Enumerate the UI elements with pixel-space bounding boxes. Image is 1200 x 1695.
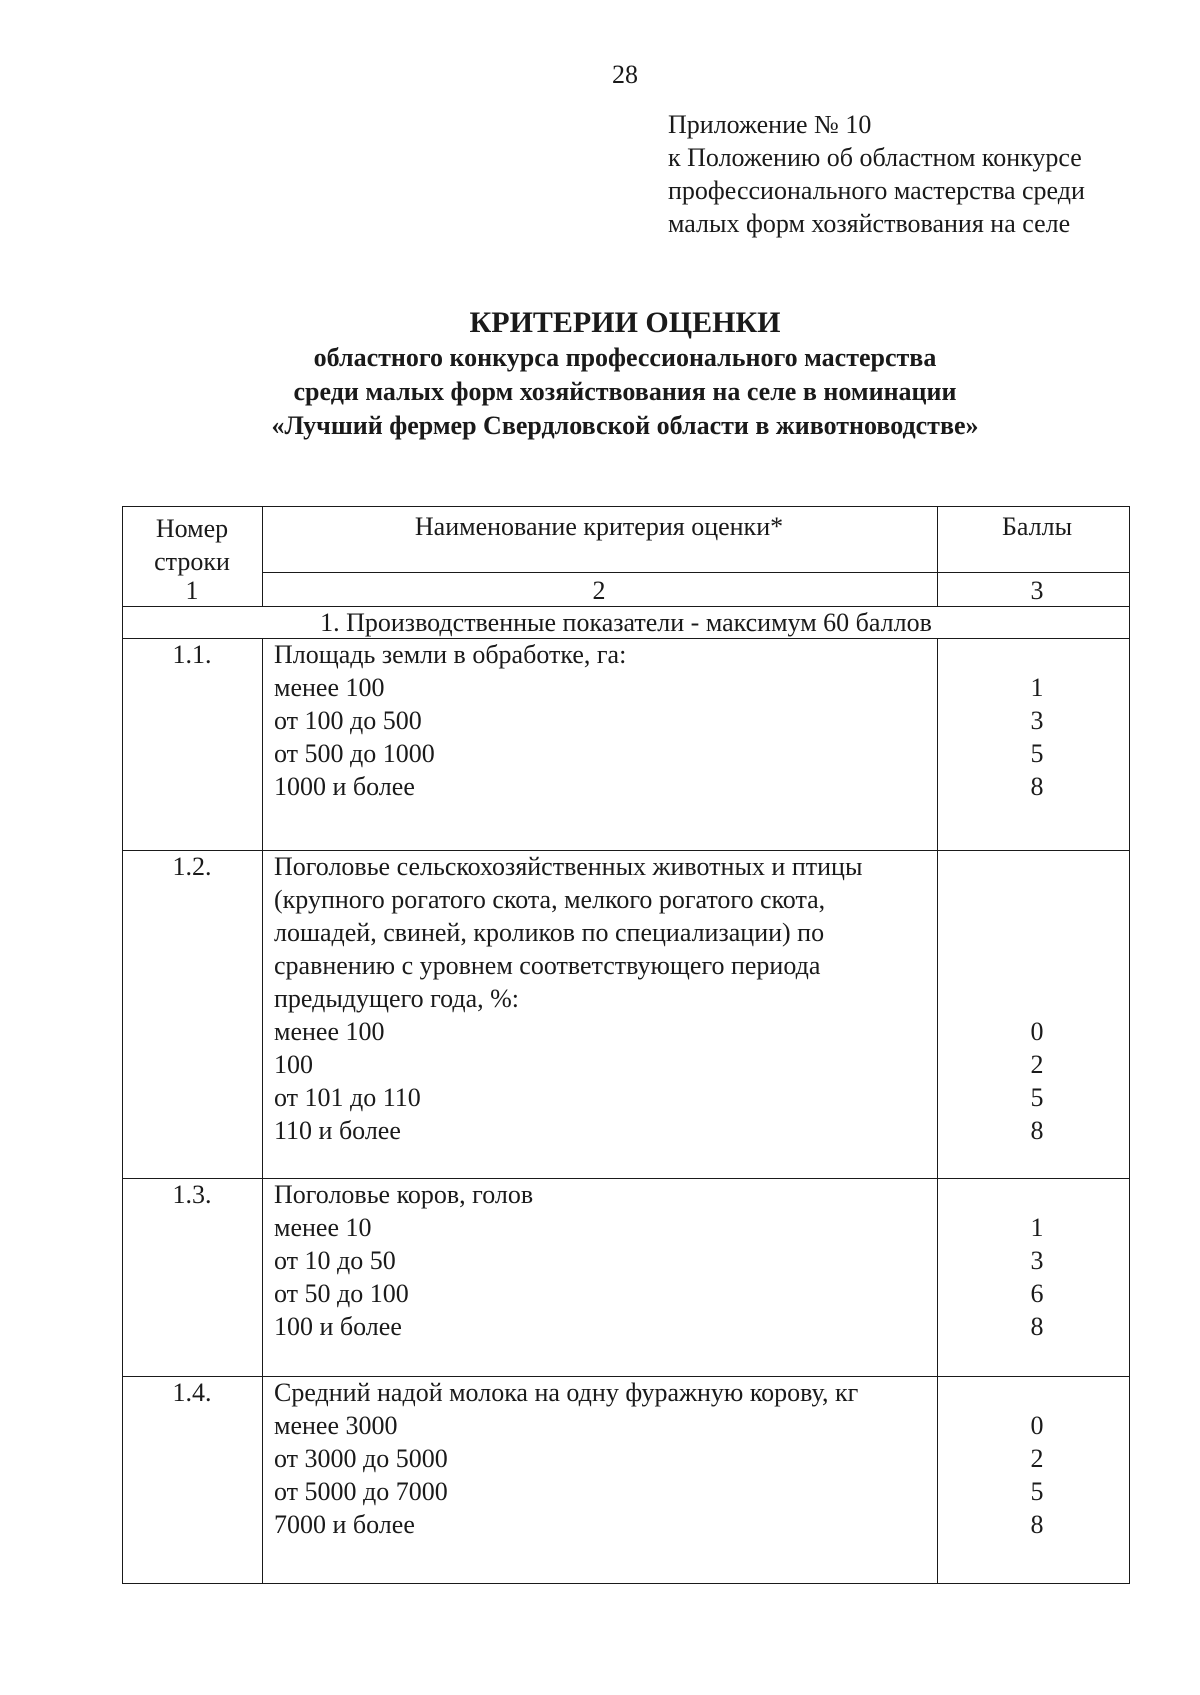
title-line: областного конкурса профессионального мастерства — [313, 343, 937, 372]
criterion-text — [274, 1178, 794, 1343]
criteria-table — [122, 506, 1130, 1584]
score-value: 5 — [1030, 1477, 1044, 1506]
table-rule — [937, 638, 938, 1584]
criterion-line: 1000 и более — [274, 772, 415, 801]
column-number: 3 — [1030, 576, 1044, 605]
criterion-line: сравнению с уровнем соответствующего периода — [274, 951, 821, 980]
header-score: Баллы — [1001, 512, 1073, 541]
title-line: среди малых форм хозяйствования на селе в номинации — [293, 377, 957, 406]
row-number: 1.2. — [172, 852, 212, 881]
table-rule — [262, 506, 263, 606]
score-value — [947, 883, 1127, 916]
criterion-text — [274, 638, 794, 803]
criterion-line: менее 100 — [274, 673, 385, 702]
score-value — [947, 850, 1127, 883]
appendix-line: к Положению об областном конкурсе — [668, 143, 1082, 172]
criterion-text — [274, 1376, 859, 1541]
criterion-line: менее 3000 — [274, 1411, 398, 1440]
criterion-text — [274, 850, 863, 1147]
criterion-line: от 101 до 110 — [274, 1083, 421, 1112]
criterion-line: от 100 до 500 — [274, 706, 422, 735]
score-value: 2 — [1030, 1050, 1044, 1079]
score-value: 2 — [1030, 1444, 1044, 1473]
score-value: 5 — [1030, 739, 1044, 768]
criterion-line: 100 и более — [274, 1312, 402, 1341]
appendix-note — [668, 108, 1188, 240]
criterion-line: лошадей, свиней, кроликов по специализации) по — [274, 918, 825, 947]
header-name: Наименование критерия оценки* — [414, 512, 784, 541]
criterion-line: 100 — [274, 1050, 313, 1079]
criterion-line: 110 и более — [274, 1116, 401, 1145]
score-value — [947, 982, 1127, 1015]
score-value — [947, 949, 1127, 982]
header-number — [122, 512, 262, 578]
criterion-line: от 10 до 50 — [274, 1246, 396, 1275]
score-value: 8 — [1030, 1510, 1044, 1539]
score-value: 3 — [1030, 1246, 1044, 1275]
score-value: 0 — [1030, 1017, 1044, 1046]
criterion-line: Средний надой молока на одну фуражную корову, кг — [274, 1378, 859, 1407]
score-value: 8 — [1030, 1116, 1044, 1145]
criterion-line: от 50 до 100 — [274, 1279, 409, 1308]
criterion-line: от 500 до 1000 — [274, 739, 435, 768]
score-value: 0 — [1030, 1411, 1044, 1440]
criterion-line: Поголовье сельскохозяйственных животных и птицы — [274, 852, 863, 881]
criterion-line: Поголовье коров, голов — [274, 1180, 534, 1209]
score-value: 3 — [1030, 706, 1044, 735]
score-value: 5 — [1030, 1083, 1044, 1112]
score-value — [947, 916, 1127, 949]
row-number: 1.1. — [172, 640, 212, 669]
title-line: «Лучший фермер Свердловской области в животноводстве» — [271, 411, 979, 440]
criterion-line: (крупного рогатого скота, мелкого рогатого скота, — [274, 885, 826, 914]
criterion-line: менее 10 — [274, 1213, 372, 1242]
score-list — [947, 850, 1127, 1147]
score-value: 8 — [1030, 772, 1044, 801]
table-border-right — [1129, 506, 1130, 1584]
row-number: 1.3. — [172, 1180, 212, 1209]
criterion-line: Площадь земли в обработке, га: — [274, 640, 627, 669]
document-title — [0, 305, 1200, 443]
section-heading: 1. Производственные показатели - максимум 60 баллов — [320, 608, 932, 637]
score-list — [947, 1178, 1127, 1343]
score-value: 1 — [1030, 1213, 1044, 1242]
row-number: 1.4. — [172, 1378, 212, 1407]
header-number-line: Номер — [155, 514, 229, 543]
score-list — [947, 1376, 1127, 1541]
header-number-line: строки — [154, 547, 230, 576]
score-value: 8 — [1030, 1312, 1044, 1341]
table-rule — [262, 638, 263, 1584]
score-value — [947, 1376, 1127, 1409]
criterion-line: предыдущего года, %: — [274, 984, 520, 1013]
column-number: 2 — [592, 576, 606, 605]
appendix-line: Приложение № 10 — [668, 110, 872, 139]
criterion-line: от 5000 до 7000 — [274, 1477, 448, 1506]
table-rule — [262, 572, 1130, 573]
title-main: КРИТЕРИИ ОЦЕНКИ — [469, 306, 781, 339]
table-border-top — [122, 506, 1130, 507]
page-number: 28 — [612, 60, 638, 89]
score-list — [947, 638, 1127, 803]
score-value: 6 — [1030, 1279, 1044, 1308]
score-value: 1 — [1030, 673, 1044, 702]
table-border-bottom — [122, 1583, 1130, 1584]
table-rule — [937, 506, 938, 606]
criterion-line: от 3000 до 5000 — [274, 1444, 448, 1473]
score-value — [947, 1178, 1127, 1211]
criterion-line: 7000 и более — [274, 1510, 415, 1539]
column-number: 1 — [185, 576, 199, 605]
criterion-line: менее 100 — [274, 1017, 385, 1046]
appendix-line: профессионального мастерства среди — [668, 176, 1085, 205]
appendix-line: малых форм хозяйствования на селе — [668, 209, 1071, 238]
score-value — [947, 638, 1127, 671]
